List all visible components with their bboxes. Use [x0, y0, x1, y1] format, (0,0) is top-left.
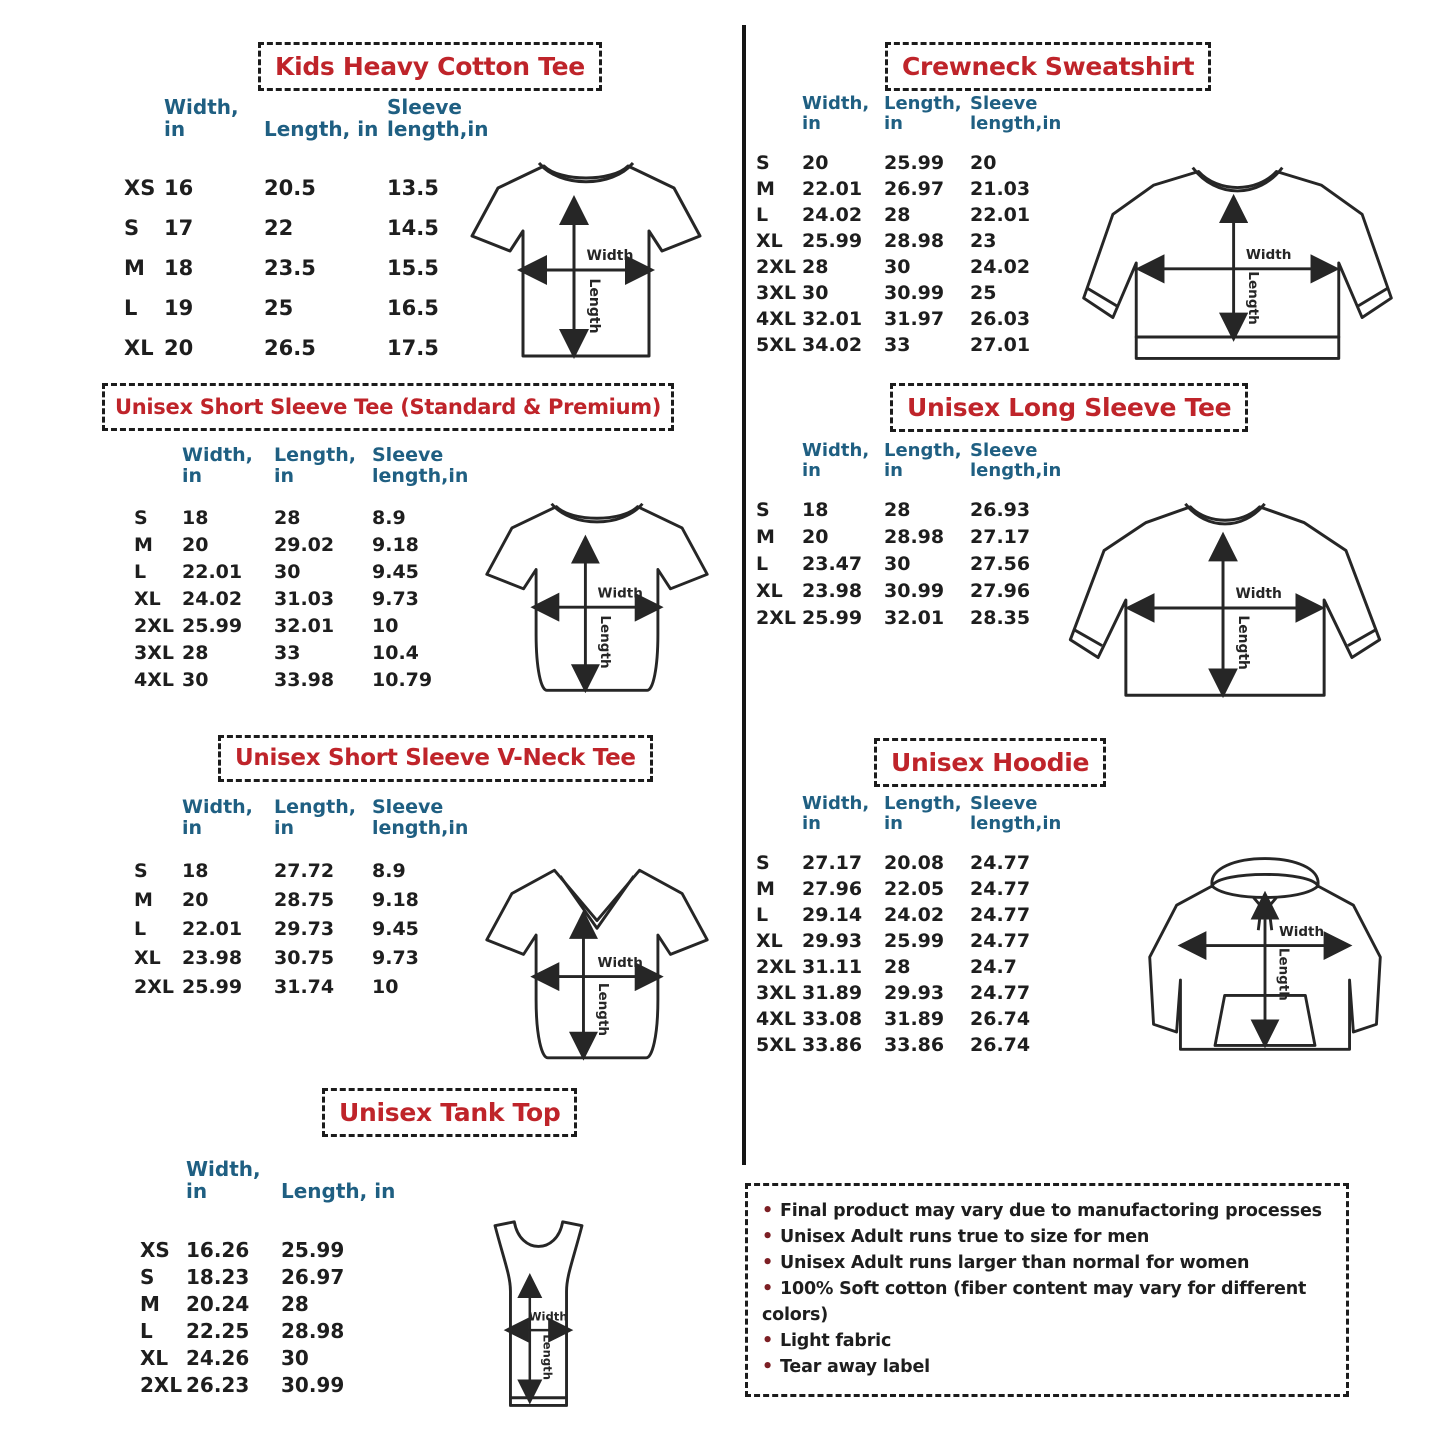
product-notes-panel [745, 1183, 1349, 1397]
table-header-row [756, 94, 1074, 134]
column-header: Sleeve length,in [372, 444, 469, 487]
column-header: Length, in [884, 93, 962, 134]
note-item [762, 1354, 1330, 1380]
crewneck-sweatshirt-illustration [1070, 152, 1405, 374]
measurement-value: 31.97 [884, 307, 945, 330]
size-row-s [756, 850, 1074, 876]
measurement-value: 23.98 [802, 580, 863, 603]
size-label: 2XL [134, 615, 174, 638]
measurement-value: 25.99 [281, 1237, 345, 1262]
tank-top-panel [100, 1088, 742, 1445]
width-arrow-label: Width [1278, 924, 1325, 940]
size-row-2xl [134, 613, 498, 640]
size-label: 3XL [756, 281, 796, 304]
short-sleeve-size-table [134, 445, 498, 694]
measurement-value: 22.01 [182, 918, 243, 941]
note-item [762, 1198, 1330, 1224]
measurement-value: 15.5 [387, 256, 439, 280]
measurement-value: 33.86 [802, 1033, 863, 1056]
measurement-value: 8.9 [372, 507, 406, 530]
size-row-l [756, 551, 1074, 578]
measurement-value: 24.26 [186, 1345, 250, 1370]
measurement-value: 27.56 [970, 553, 1031, 576]
size-label: 2XL [756, 607, 796, 630]
measurement-value: 29.93 [884, 981, 945, 1004]
size-label: M [140, 1291, 160, 1316]
measurement-value: 18 [182, 507, 209, 530]
size-row-2xl [134, 973, 498, 1002]
column-header: Width, in [164, 95, 239, 141]
measurement-value: 26.74 [970, 1033, 1031, 1056]
measurement-value: 16.5 [387, 296, 439, 320]
measurement-value: 27.01 [970, 333, 1031, 356]
crewneck-panel [752, 40, 1445, 382]
size-label: L [124, 296, 138, 320]
measurement-value: 20 [182, 889, 209, 912]
measurement-value: 17 [164, 216, 194, 240]
table-header-row [124, 96, 513, 140]
measurement-value: 24.02 [884, 903, 945, 926]
length-arrow-label: Length [1275, 947, 1291, 1001]
bullet-icon: • [762, 1201, 773, 1221]
measurement-value: 27.17 [802, 851, 863, 874]
column-header: Sleeve length,in [387, 95, 489, 141]
measurement-value: 30 [884, 553, 911, 576]
measurement-value: 30 [274, 561, 301, 584]
length-arrow-label: Length [586, 278, 602, 334]
table-header-row [134, 445, 498, 487]
measurement-value: 29.73 [274, 918, 335, 941]
measurement-value: 9.45 [372, 561, 419, 584]
table-header-row [756, 441, 1074, 481]
measurement-value: 25.99 [884, 929, 945, 952]
size-row-4xl [756, 1006, 1074, 1032]
size-label: XL [756, 580, 783, 603]
long-sleeve-tshirt-illustration [1055, 489, 1395, 719]
measurement-value: 23.5 [264, 256, 316, 280]
measurement-value: 23.98 [182, 947, 243, 970]
size-row-2xl [756, 254, 1074, 280]
measurement-value: 32.01 [802, 307, 863, 330]
measurement-value: 18 [164, 256, 194, 280]
size-label: 4XL [756, 307, 796, 330]
size-label: 2XL [756, 955, 796, 978]
measurement-value: 29.02 [274, 534, 335, 557]
measurement-value: 31.89 [802, 981, 863, 1004]
measurement-value: 22 [264, 216, 294, 240]
size-label: L [140, 1318, 153, 1343]
length-arrow-label: Length [594, 982, 611, 1037]
measurement-value: 10.79 [372, 669, 433, 692]
size-row-l [756, 902, 1074, 928]
size-label: L [134, 918, 147, 941]
measurement-value: 28 [884, 499, 911, 522]
measurement-value: 24.77 [970, 851, 1031, 874]
size-row-5xl [756, 1032, 1074, 1058]
measurement-value: 24.77 [970, 877, 1031, 900]
size-row-l [756, 202, 1074, 228]
measurement-value: 31.03 [274, 588, 335, 611]
size-row-l [134, 559, 498, 586]
measurement-value: 9.45 [372, 918, 419, 941]
panel-title: Unisex Short Sleeve V-Neck Tee [218, 735, 653, 782]
measurement-value: 9.73 [372, 947, 419, 970]
size-label: 5XL [756, 1033, 796, 1056]
measurement-value: 28.98 [884, 526, 945, 549]
measurement-value: 9.18 [372, 889, 419, 912]
note-item [762, 1224, 1330, 1250]
measurement-value: 33.98 [274, 669, 335, 692]
measurement-value: 27.72 [274, 860, 335, 883]
measurement-value: 14.5 [387, 216, 439, 240]
measurement-value: 26.74 [970, 1007, 1031, 1030]
size-row-s [134, 505, 498, 532]
kids-tshirt-illustration [436, 148, 736, 373]
kids-tee-panel [100, 40, 742, 382]
size-row-3xl [134, 640, 498, 667]
note-text: Final product may vary due to manufactoring processes [780, 1201, 1322, 1221]
measurement-value: 31.11 [802, 955, 863, 978]
size-label: S [134, 507, 148, 530]
measurement-value: 22.25 [186, 1318, 250, 1343]
note-item [762, 1276, 1330, 1328]
size-row-xl [140, 1344, 411, 1371]
size-row-xs [140, 1236, 411, 1263]
column-header: Length, in [274, 444, 356, 487]
measurement-value: 20.5 [264, 176, 316, 200]
size-row-xl [134, 944, 498, 973]
measurement-value: 28.35 [970, 607, 1031, 630]
size-row-2xl [756, 605, 1074, 632]
measurement-value: 16.26 [186, 1237, 250, 1262]
size-row-l [140, 1317, 411, 1344]
panel-title: Unisex Tank Top [322, 1088, 577, 1137]
size-row-xl [756, 228, 1074, 254]
measurement-value: 26.03 [970, 307, 1031, 330]
measurement-value: 30.99 [884, 580, 945, 603]
measurement-value: 20 [164, 336, 194, 360]
measurement-value: 24.77 [970, 981, 1031, 1004]
size-label: XL [134, 588, 161, 611]
measurement-value: 26.97 [884, 177, 945, 200]
bullet-icon: • [762, 1331, 773, 1351]
size-row-m [140, 1290, 411, 1317]
long-sleeve-size-table [756, 441, 1074, 632]
size-label: M [756, 877, 775, 900]
tank-top-illustration [466, 1214, 611, 1422]
width-arrow-label: Width [528, 1309, 568, 1324]
measurement-value: 20 [970, 151, 997, 174]
measurement-value: 19 [164, 296, 194, 320]
measurement-value: 10.4 [372, 642, 419, 665]
size-row-l [134, 915, 498, 944]
size-label: L [756, 903, 769, 926]
size-label: L [756, 553, 769, 576]
measurement-value: 31.89 [884, 1007, 945, 1030]
measurement-value: 9.73 [372, 588, 419, 611]
panel-title: Crewneck Sweatshirt [885, 42, 1211, 91]
measurement-value: 27.96 [802, 877, 863, 900]
measurement-value: 27.17 [970, 526, 1031, 549]
measurement-value: 25.99 [182, 615, 243, 638]
measurement-value: 30.99 [884, 281, 945, 304]
width-arrow-label: Width [1245, 247, 1292, 264]
length-arrow-label: Length [1234, 615, 1251, 670]
size-label: M [134, 889, 153, 912]
size-row-s [756, 497, 1074, 524]
size-label: XL [756, 229, 783, 252]
measurement-value: 25.99 [802, 229, 863, 252]
size-label: L [134, 561, 147, 584]
size-row-4xl [756, 306, 1074, 332]
column-header: Width, in [802, 440, 870, 481]
size-row-xl [134, 586, 498, 613]
size-label: S [140, 1264, 155, 1289]
measurement-value: 10 [372, 976, 399, 999]
measurement-value: 20 [802, 151, 829, 174]
tank-top-size-table [140, 1158, 411, 1398]
length-arrow-label: Length [1245, 271, 1262, 325]
measurement-value: 33.08 [802, 1007, 863, 1030]
long-sleeve-tee-panel [752, 383, 1445, 733]
length-arrow-label: Length [596, 615, 613, 669]
note-text: Unisex Adult runs true to size for men [780, 1227, 1150, 1247]
bullet-icon: • [762, 1253, 773, 1273]
size-label: 2XL [140, 1372, 183, 1397]
size-label: M [756, 177, 775, 200]
measurement-value: 33.86 [884, 1033, 945, 1056]
size-label: XS [124, 176, 156, 200]
measurement-value: 24.7 [970, 955, 1017, 978]
note-text: Light fabric [780, 1331, 892, 1351]
bullet-icon: • [762, 1279, 773, 1299]
measurement-value: 28 [884, 955, 911, 978]
size-row-s [134, 857, 498, 886]
measurement-value: 30.75 [274, 947, 335, 970]
column-header: Width, in [802, 793, 870, 834]
size-row-2xl [140, 1371, 411, 1398]
size-label: S [756, 499, 770, 522]
column-header: Sleeve length,in [970, 793, 1062, 834]
note-text: 100% Soft cotton (fiber content may vary for different colors) [762, 1279, 1307, 1325]
measurement-value: 24.02 [802, 203, 863, 226]
column-header: Sleeve length,in [970, 93, 1062, 134]
note-item [762, 1250, 1330, 1276]
measurement-value: 23 [970, 229, 997, 252]
measurement-value: 28 [884, 203, 911, 226]
size-label: 5XL [756, 333, 796, 356]
measurement-value: 18.23 [186, 1264, 250, 1289]
short-sleeve-tshirt-illustration [452, 483, 742, 713]
size-row-m [134, 886, 498, 915]
size-row-m [134, 532, 498, 559]
size-label: L [756, 203, 769, 226]
column-header: Width, in [182, 796, 253, 839]
measurement-value: 28 [281, 1291, 309, 1316]
vneck-tshirt-illustration [452, 849, 742, 1081]
panel-title: Unisex Short Sleeve Tee (Standard & Premium) [102, 383, 674, 431]
measurement-value: 22.01 [802, 177, 863, 200]
column-header: Sleeve length,in [372, 796, 469, 839]
measurement-value: 29.93 [802, 929, 863, 952]
measurement-value: 20.08 [884, 851, 945, 874]
panel-title: Unisex Long Sleeve Tee [890, 383, 1248, 432]
size-row-s [140, 1263, 411, 1290]
measurement-value: 32.01 [274, 615, 335, 638]
measurement-value: 20 [182, 534, 209, 557]
size-row-4xl [134, 667, 498, 694]
hoodie-size-table [756, 794, 1074, 1058]
bullet-icon: • [762, 1357, 773, 1377]
measurement-value: 22.05 [884, 877, 945, 900]
measurement-value: 34.02 [802, 333, 863, 356]
measurement-value: 20.24 [186, 1291, 250, 1316]
column-header: Width, in [182, 444, 253, 487]
measurement-value: 28.98 [281, 1318, 345, 1343]
hoodie-panel [752, 738, 1445, 1090]
size-label: S [134, 860, 148, 883]
width-arrow-label: Width [597, 585, 643, 602]
size-label: 2XL [134, 976, 174, 999]
measurement-value: 29.14 [802, 903, 863, 926]
column-header: Width, in [802, 93, 870, 134]
measurement-value: 28 [274, 507, 301, 530]
column-header: Length, in [884, 793, 962, 834]
measurement-value: 26.5 [264, 336, 316, 360]
measurement-value: 30 [182, 669, 209, 692]
size-row-5xl [756, 332, 1074, 358]
measurement-value: 30 [281, 1345, 309, 1370]
measurement-value: 28.75 [274, 889, 335, 912]
size-label: 4XL [756, 1007, 796, 1030]
size-label: S [756, 851, 770, 874]
measurement-value: 21.03 [970, 177, 1031, 200]
column-header: Length, in [264, 117, 379, 141]
size-row-xl [756, 578, 1074, 605]
column-header: Length, in [884, 440, 962, 481]
measurement-value: 33 [884, 333, 911, 356]
measurement-value: 23.47 [802, 553, 863, 576]
measurement-value: 26.93 [970, 499, 1031, 522]
measurement-value: 26.97 [281, 1264, 345, 1289]
size-label: XL [756, 929, 783, 952]
measurement-value: 31.74 [274, 976, 335, 999]
note-text: Unisex Adult runs larger than normal for women [780, 1253, 1250, 1273]
measurement-value: 18 [182, 860, 209, 883]
bullet-icon: • [762, 1227, 773, 1247]
column-header: Width, in [186, 1157, 261, 1203]
size-label: 3XL [756, 981, 796, 1004]
crewneck-size-table [756, 94, 1074, 358]
size-label: XS [140, 1237, 170, 1262]
size-row-m [756, 876, 1074, 902]
size-row-m [756, 176, 1074, 202]
short-sleeve-tee-panel [100, 383, 742, 733]
measurement-value: 28 [182, 642, 209, 665]
measurement-value: 30 [884, 255, 911, 278]
note-item [762, 1328, 1330, 1354]
size-label: 4XL [134, 669, 174, 692]
measurement-value: 9.18 [372, 534, 419, 557]
product-notes-box [745, 1183, 1349, 1397]
table-header-row [756, 794, 1074, 834]
size-label: XL [134, 947, 161, 970]
measurement-value: 32.01 [884, 607, 945, 630]
size-row-3xl [756, 280, 1074, 306]
width-arrow-label: Width [1235, 586, 1282, 603]
measurement-value: 25.99 [182, 976, 243, 999]
size-label: 2XL [756, 255, 796, 278]
table-header-row [134, 797, 498, 839]
measurement-value: 16 [164, 176, 194, 200]
hoodie-illustration [1120, 836, 1410, 1081]
measurement-value: 8.9 [372, 860, 406, 883]
size-label: S [756, 151, 770, 174]
measurement-value: 24.02 [182, 588, 243, 611]
measurement-value: 27.96 [970, 580, 1031, 603]
column-header: Length, in [281, 1179, 396, 1203]
vneck-tee-panel [100, 735, 742, 1087]
size-label: M [124, 256, 145, 280]
size-label: XL [124, 336, 154, 360]
size-label: S [124, 216, 140, 240]
measurement-value: 24.77 [970, 903, 1031, 926]
size-label: XL [140, 1345, 169, 1370]
note-text: Tear away label [780, 1357, 930, 1377]
column-header: Length, in [274, 796, 356, 839]
measurement-value: 22.01 [970, 203, 1031, 226]
measurement-value: 28.98 [884, 229, 945, 252]
size-label: M [756, 526, 775, 549]
column-header: Sleeve length,in [970, 440, 1062, 481]
panel-title: Unisex Hoodie [874, 738, 1106, 787]
width-arrow-label: Width [597, 954, 643, 971]
size-label: 3XL [134, 642, 174, 665]
width-arrow-label: Width [586, 248, 634, 264]
length-arrow-label: Length [540, 1334, 555, 1380]
measurement-value: 17.5 [387, 336, 439, 360]
measurement-value: 20 [802, 526, 829, 549]
size-row-3xl [756, 980, 1074, 1006]
measurement-value: 25 [264, 296, 294, 320]
measurement-value: 28 [802, 255, 829, 278]
measurement-value: 25.99 [802, 607, 863, 630]
vneck-size-table [134, 797, 498, 1002]
measurement-value: 22.01 [182, 561, 243, 584]
measurement-value: 24.77 [970, 929, 1031, 952]
measurement-value: 30.99 [281, 1372, 345, 1397]
measurement-value: 24.02 [970, 255, 1031, 278]
measurement-value: 10 [372, 615, 399, 638]
measurement-value: 18 [802, 499, 829, 522]
measurement-value: 25.99 [884, 151, 945, 174]
panel-title: Kids Heavy Cotton Tee [258, 42, 602, 91]
measurement-value: 26.23 [186, 1372, 250, 1397]
measurement-value: 13.5 [387, 176, 439, 200]
measurement-value: 30 [802, 281, 829, 304]
size-row-m [756, 524, 1074, 551]
table-header-row [140, 1158, 411, 1202]
column-divider-line [742, 25, 746, 1165]
size-row-xl [756, 928, 1074, 954]
measurement-value: 33 [274, 642, 301, 665]
size-row-2xl [756, 954, 1074, 980]
size-row-s [756, 150, 1074, 176]
measurement-value: 25 [970, 281, 997, 304]
size-label: M [134, 534, 153, 557]
